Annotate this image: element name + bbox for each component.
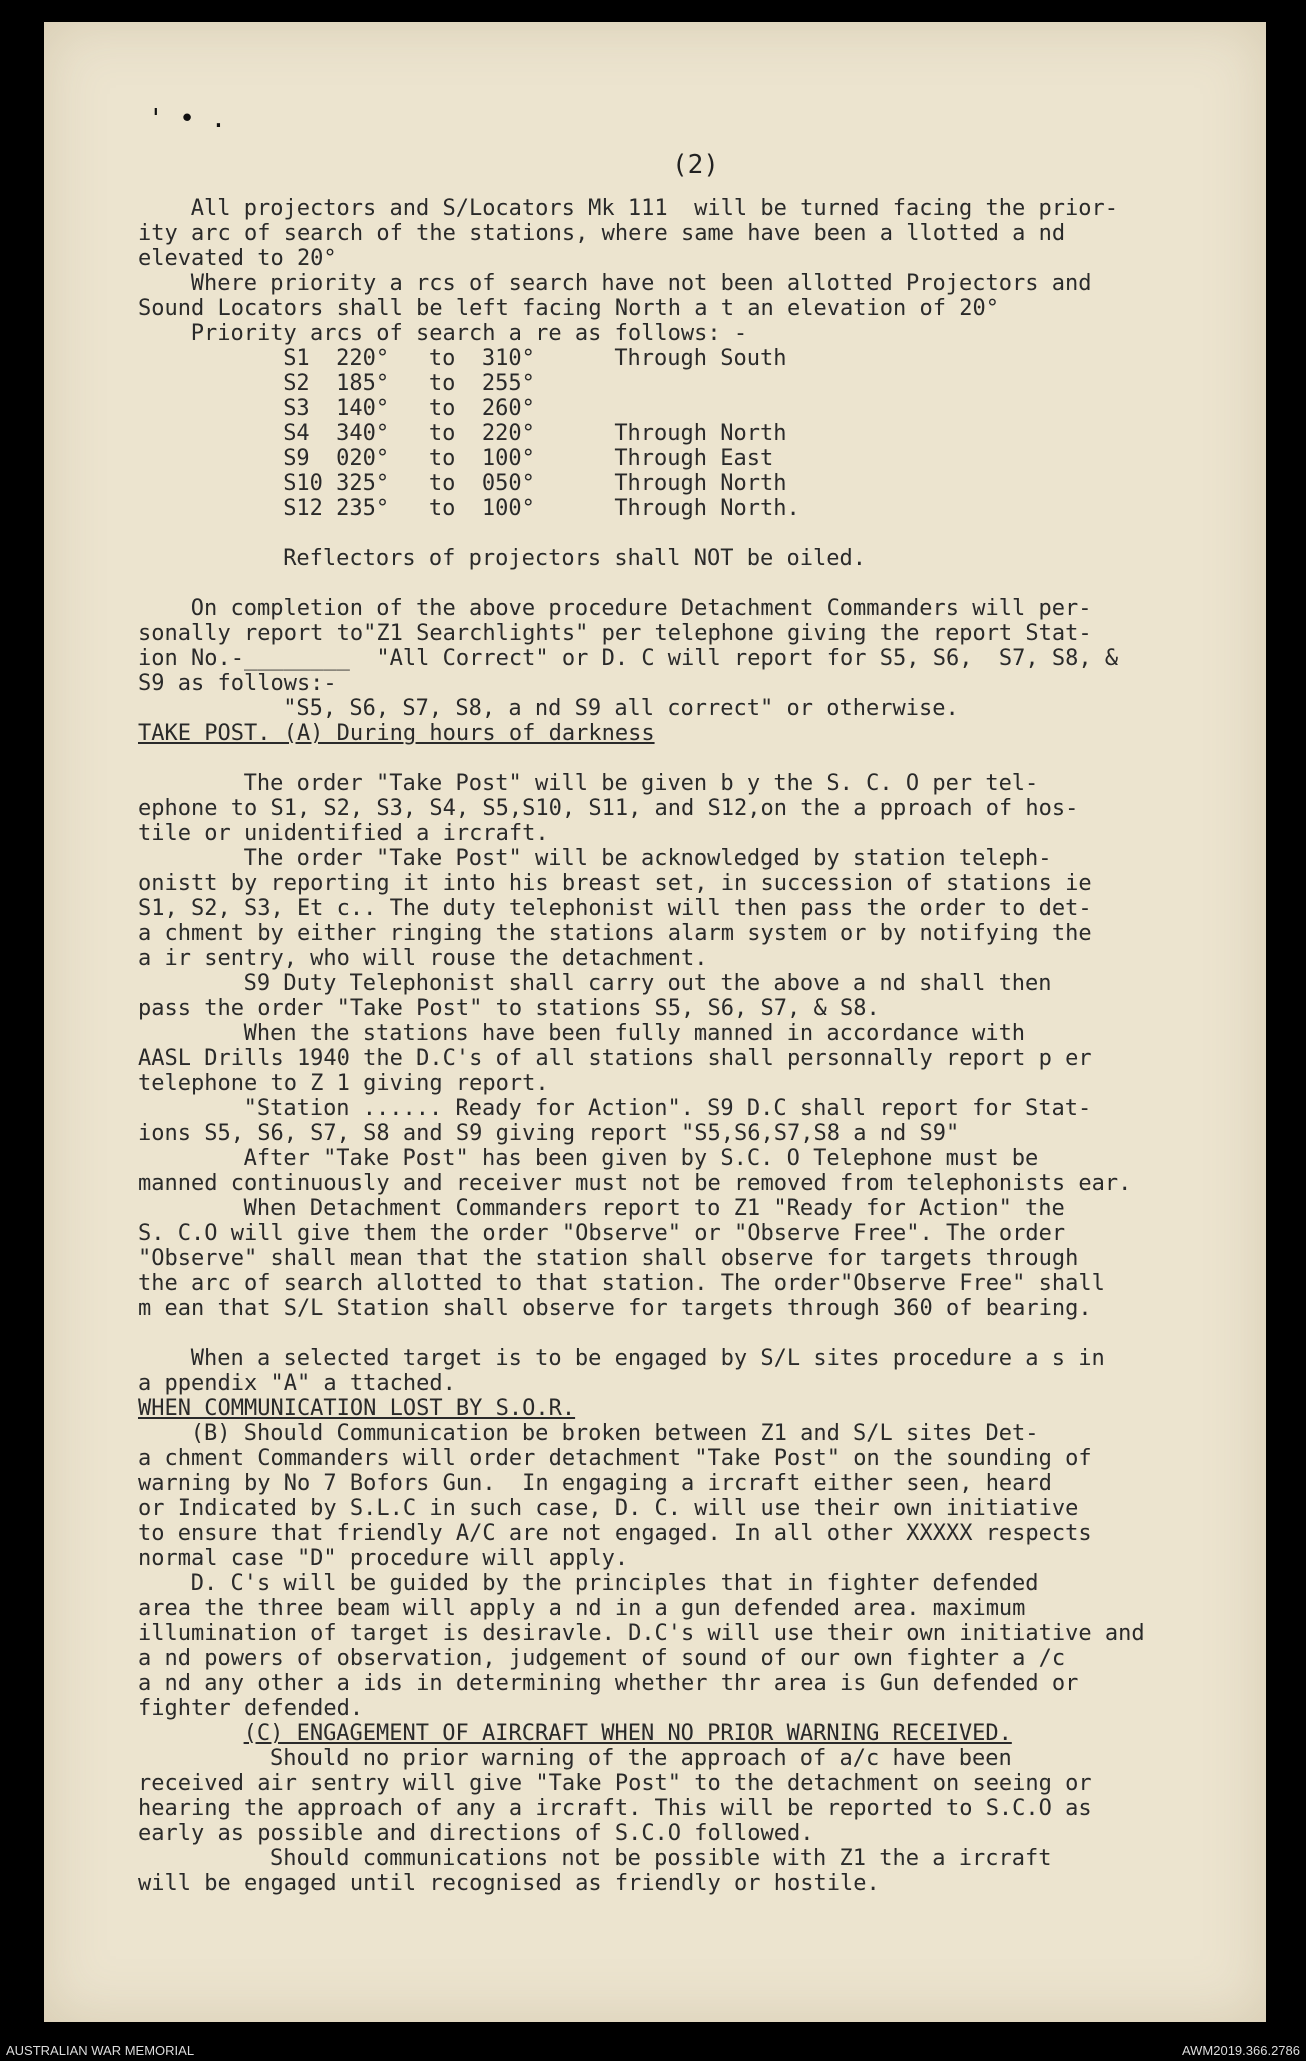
page-number: (2) bbox=[672, 150, 719, 180]
text-line: a ir sentry, who will rouse the detachment. bbox=[138, 946, 708, 971]
text-line: will be engaged until recognised as friendly or hostile. bbox=[138, 1871, 880, 1896]
text-line: S9 020° to 100° Through East bbox=[283, 446, 774, 471]
text-line: D. C's will be guided by the principles that in fighter defended bbox=[190, 1571, 1039, 1596]
text-line: S1, S2, S3, Et c.. The duty telephonist will then pass the order to det- bbox=[138, 896, 1092, 921]
text-line: WHEN COMMUNICATION LOST BY S.O.R. bbox=[138, 1396, 576, 1421]
text-line: After "Take Post" has been given by S.C. O Telephone must be bbox=[243, 1146, 1039, 1171]
text-line: AASL Drills 1940 the D.C's of all stations shall personnally report p er bbox=[138, 1046, 1092, 1071]
text-line: manned continuously and receiver must not be removed from telephonists ear. bbox=[138, 1171, 1132, 1196]
text-line: S12 235° to 100° Through North. bbox=[283, 496, 800, 521]
text-line: ephone to S1, S2, S3, S4, S5,S10, S11, and S12,on the a pproach of hos- bbox=[138, 796, 1079, 821]
text-line: Reflectors of projectors shall NOT be oiled. bbox=[283, 546, 866, 571]
text-line: (C) ENGAGEMENT OF AIRCRAFT WHEN NO PRIOR WARNING RECEIVED. bbox=[243, 1721, 1012, 1746]
text-line: the arc of search allotted to that station. The order"Observe Free" shall bbox=[138, 1271, 1105, 1296]
text-line: to ensure that friendly A/C are not engaged. In all other XXXXX respects bbox=[138, 1521, 1092, 1546]
text-line: early as possible and directions of S.C.O followed. bbox=[138, 1821, 814, 1846]
text-line: a nd any other a ids in determining whether thr area is Gun defended or bbox=[138, 1671, 1079, 1696]
text-line: "Observe" shall mean that the station shall observe for targets through bbox=[138, 1246, 1079, 1271]
text-line: a nd powers of observation, judgement of sound of our own fighter a /c bbox=[138, 1646, 1066, 1671]
text-line: sonally report to"Z1 Searchlights" per telephone giving the report Stat- bbox=[138, 621, 1092, 646]
text-line: or Indicated by S.L.C in such case, D. C. will use their own initiative bbox=[138, 1496, 1079, 1521]
text-line: S9 as follows:- bbox=[138, 671, 337, 696]
text-line: a chment Commanders will order detachment "Take Post" on the sounding of bbox=[138, 1446, 1092, 1471]
text-line: m ean that S/L Station shall observe for targets through 360 of bearing. bbox=[138, 1296, 1092, 1321]
text-line: Should no prior warning of the approach of a/c have been bbox=[270, 1746, 1012, 1771]
text-line: When a selected target is to be engaged by S/L sites procedure a s in bbox=[190, 1346, 1105, 1371]
text-line: elevated to 20° bbox=[138, 246, 337, 271]
text-line: fighter defended. bbox=[138, 1696, 364, 1721]
text-line: ion No.-________ "All Correct" or D. C will report for S5, S6, S7, S8, & bbox=[138, 646, 1119, 671]
text-line: Priority arcs of search a re as follows: - bbox=[190, 321, 748, 346]
text-line: area the three beam will apply a nd in a gun defended area. maximum bbox=[138, 1596, 1026, 1621]
archive-footer bbox=[0, 2040, 1306, 2061]
text-line: When the stations have been fully manned in accordance with bbox=[243, 1021, 1026, 1046]
text-line: hearing the approach of any a ircraft. This will be reported to S.C.O as bbox=[138, 1796, 1092, 1821]
text-line: a ppendix "A" a ttached. bbox=[138, 1371, 456, 1396]
text-line: "Station ...... Ready for Action". S9 D.C shall report for Stat- bbox=[243, 1096, 1092, 1121]
text-line: Where priority a rcs of search have not been allotted Projectors and bbox=[190, 271, 1092, 296]
text-line: warning by No 7 Bofors Gun. In engaging a ircraft either seen, heard bbox=[138, 1471, 1052, 1496]
text-line: telephone to Z 1 giving report. bbox=[138, 1071, 549, 1096]
text-line: S. C.O will give them the order "Observe" or "Observe Free". The order bbox=[138, 1221, 1066, 1246]
text-line: ity arc of search of the stations, where same have been a llotted a nd bbox=[138, 221, 1066, 246]
text-line: S4 340° to 220° Through North bbox=[283, 421, 787, 446]
text-line: S2 185° to 255° bbox=[283, 371, 535, 396]
footer-accession-number: AWM2019.366.2786 bbox=[1181, 2043, 1300, 2058]
text-line: S1 220° to 310° Through South bbox=[283, 346, 787, 371]
text-line: S10 325° to 050° Through North bbox=[283, 471, 787, 496]
text-line: normal case "D" procedure will apply. bbox=[138, 1546, 629, 1571]
text-line bbox=[138, 521, 1258, 546]
text-line: S9 Duty Telephonist shall carry out the above a nd shall then bbox=[243, 971, 1052, 996]
text-line bbox=[138, 746, 1258, 771]
text-line: pass the order "Take Post" to stations S5, S6, S7, & S8. bbox=[138, 996, 880, 1021]
text-line: Should communications not be possible with Z1 the a ircraft bbox=[270, 1846, 1052, 1871]
text-line: When Detachment Commanders report to Z1 "Ready for Action" the bbox=[243, 1196, 1065, 1221]
text-line: All projectors and S/Locators Mk 111 will be turned facing the prior- bbox=[190, 196, 1118, 221]
text-line bbox=[138, 571, 1258, 596]
text-line: illumination of target is desiravle. D.C's will use their own initiative and bbox=[138, 1621, 1145, 1646]
text-line: a chment by either ringing the stations alarm system or by notifying the bbox=[138, 921, 1092, 946]
footer-institution: AUSTRALIAN WAR MEMORIAL bbox=[6, 2043, 195, 2058]
text-line: (B) Should Communication be broken between Z1 and S/L sites Det- bbox=[190, 1421, 1039, 1446]
document-body bbox=[138, 196, 1258, 1896]
text-line: The order "Take Post" will be given b y the S. C. O per tel- bbox=[243, 771, 1039, 796]
text-line: received air sentry will give "Take Post" to the detachment on seeing or bbox=[138, 1771, 1092, 1796]
text-line: ions S5, S6, S7, S8 and S9 giving report "S5,S6,S7,S8 a nd S9" bbox=[138, 1121, 960, 1146]
text-line: Sound Locators shall be left facing North a t an elevation of 20° bbox=[138, 296, 999, 321]
text-line bbox=[138, 1321, 1258, 1346]
text-line: The order "Take Post" will be acknowledged by station teleph- bbox=[243, 846, 1052, 871]
text-line: TAKE POST. (A) During hours of darkness bbox=[138, 721, 655, 746]
text-line: "S5, S6, S7, S8, a nd S9 all correct" or otherwise. bbox=[283, 696, 959, 721]
text-line: On completion of the above procedure Detachment Commanders will per- bbox=[190, 596, 1092, 621]
text-line: onistt by reporting it into his breast set, in succession of stations ie bbox=[138, 871, 1092, 896]
text-line: S3 140° to 260° bbox=[283, 396, 535, 421]
stray-marks: ' • . bbox=[148, 104, 227, 134]
text-line: tile or unidentified a ircraft. bbox=[138, 821, 549, 846]
